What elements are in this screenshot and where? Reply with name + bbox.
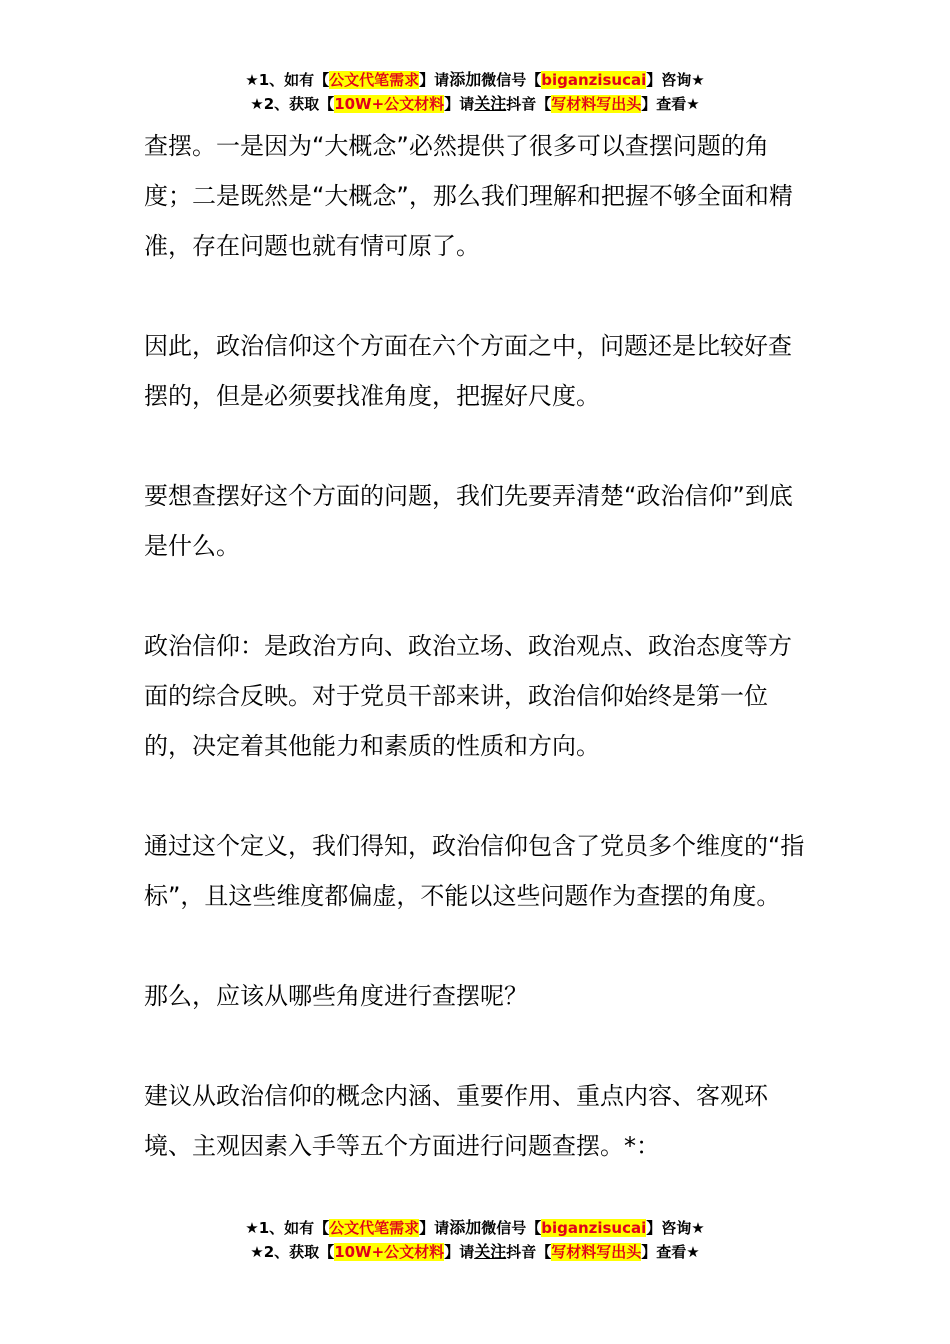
paragraph: 因此，政治信仰这个方面在六个方面之中，问题还是比较好查摆的，但是必须要找准角度，把握好尺度。: [144, 332, 792, 410]
highlight-service: 公文代笔需求: [329, 71, 420, 89]
paragraph: 通过这个定义，我们得知，政治信仰包含了党员多个维度的“指标”，且这些维度都偏虚，不能以这些问题作为查摆的角度。: [144, 832, 805, 910]
paragraph: 要想查摆好这个方面的问题，我们先要弄清楚“政治信仰”到底是什么。: [144, 482, 793, 560]
header-banner: [0, 68, 950, 116]
banner-line-1: ★1、如有【公文代笔需求】请添加微信号【biganzisucai】咨询★: [245, 1218, 705, 1237]
highlight-wechat-id: biganzisucai: [541, 71, 647, 89]
paragraph: 查摆。一是因为“大概念”必然提供了很多可以查摆问题的角度；二是既然是“大概念”，那么我们理解和把握不够全面和精准，存在问题也就有情可原了。: [144, 132, 793, 260]
highlight-douyin-account: 写材料写出头: [551, 1243, 642, 1261]
highlight-wechat-id: biganzisucai: [541, 1219, 647, 1237]
paragraph: 那么，应该从哪些角度进行查摆呢？: [144, 982, 528, 1010]
highlight-douyin-account: 写材料写出头: [551, 95, 642, 113]
banner-line-2: ★2、获取【10W+公文材料】请关注抖音【写材料写出头】查看★: [250, 94, 700, 113]
highlight-service: 公文代笔需求: [329, 1219, 420, 1237]
banner-line-2: ★2、获取【10W+公文材料】请关注抖音【写材料写出头】查看★: [250, 1242, 700, 1261]
paragraph: 政治信仰：是政治方向、政治立场、政治观点、政治态度等方面的综合反映。对于党员干部来讲，政治信仰始终是第一位的，决定着其他能力和素质的性质和方向。: [144, 632, 792, 760]
document-body: [144, 121, 808, 1171]
footer-banner: [0, 1216, 950, 1264]
paragraph: 建议从政治信仰的概念内涵、重要作用、重点内容、客观环境、主观因素入手等五个方面进行问题查摆。*：: [144, 1082, 768, 1160]
banner-line-1: ★1、如有【公文代笔需求】请添加微信号【biganzisucai】咨询★: [245, 70, 705, 89]
highlight-materials: 10W+公文材料: [334, 95, 445, 113]
highlight-materials: 10W+公文材料: [334, 1243, 445, 1261]
